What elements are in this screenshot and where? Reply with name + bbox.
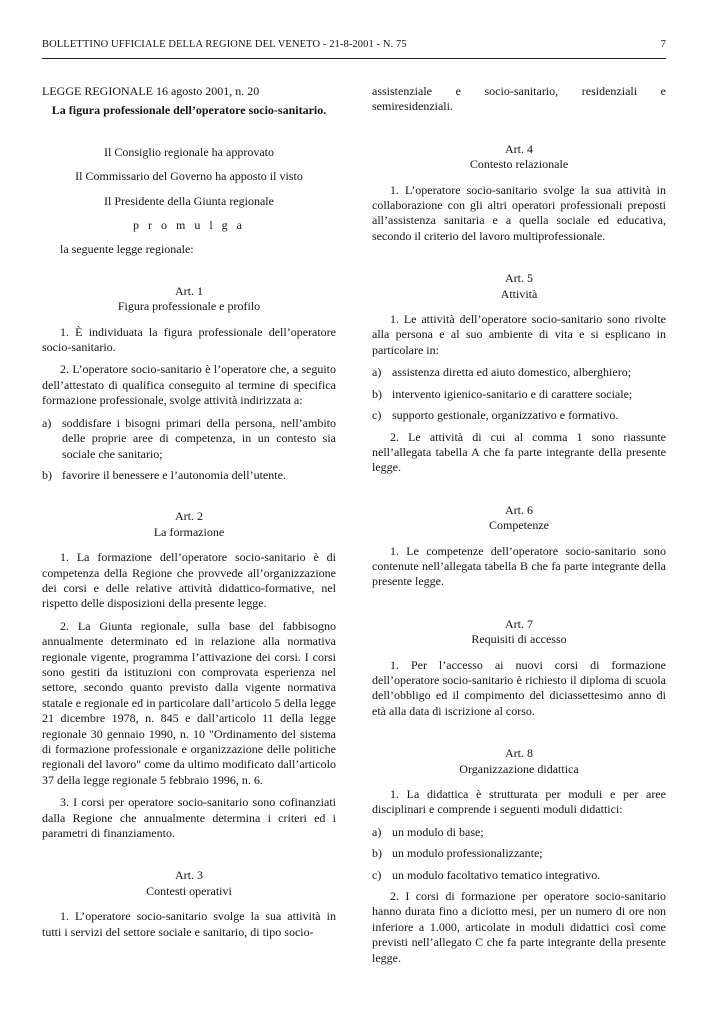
list-marker: a) xyxy=(42,415,52,430)
article-title: Figura professionale e profilo xyxy=(117,299,261,314)
article-title: Contesto relazionale xyxy=(469,157,569,172)
law-subtitle: La figura professionale dell’operatore socio-sanitario. xyxy=(51,103,327,118)
enactment-line-1: Il Consiglio regionale ha approvato xyxy=(104,144,274,159)
page-number: 7 xyxy=(660,39,666,50)
article-8 xyxy=(372,746,666,966)
left-column xyxy=(42,84,336,947)
list-marker: a) xyxy=(372,365,382,380)
list-item xyxy=(42,468,336,483)
list-text: un modulo facoltativo tematico integrativo. xyxy=(392,867,601,882)
enactment-line-2: Il Commissario del Governo ha apposto il visto xyxy=(75,169,303,184)
list-marker: b) xyxy=(372,386,382,401)
article-number: Art. 1 xyxy=(175,283,203,298)
list-text: un modulo di base; xyxy=(392,824,484,839)
article-paragraph: 2. I corsi di formazione per operatore socio-sanitario hanno durata fino a diciotto mesi, per un numero di ore non inferiore a 1.000, articolate in moduli didattici così come previsti nell’allegato C che fa parte integrante della presente legge. xyxy=(372,889,666,965)
enactment-line-3: Il Presidente della Giunta regionale xyxy=(104,193,274,208)
article-paragraph: 1. L’operatore socio-sanitario svolge la sua attività in tutti i servizi del settore sociale e sanitario, di tipo socio- xyxy=(42,909,336,939)
list-item xyxy=(372,365,666,380)
list-item xyxy=(372,408,666,423)
article-5 xyxy=(372,271,666,475)
list-text: un modulo professionalizzante; xyxy=(392,846,543,861)
list-text: assistenza diretta ed aiuto domestico, alberghiero; xyxy=(392,365,632,380)
list-marker: b) xyxy=(372,846,382,861)
article-paragraph: 1. Per l’accesso ai nuovi corsi di formazione dell’operatore socio-sanitario è richiesto il diploma di scuola dell’obbligo ed il compimento del diciassettesimo anno di età alla data di iscrizione al corso. xyxy=(372,657,666,718)
list-marker: c) xyxy=(372,867,382,882)
law-title: LEGGE REGIONALE 16 agosto 2001, n. 20 xyxy=(42,84,260,98)
article-6 xyxy=(372,503,666,590)
article-paragraph: 1. È individuata la figura professionale dell’operatore socio-sanitario. xyxy=(42,324,336,355)
article-number: Art. 5 xyxy=(505,271,533,286)
article-paragraph: 3. I corsi per operatore socio-sanitario sono cofinanziati dalla Regione che annualmente determina i criteri ed i parametri di finanziamento. xyxy=(42,795,336,841)
article-paragraph: 2. La Giunta regionale, sulla base del fabbisogno annualmente determinato ed in relazione alla normativa regionale vigente, programma l’attivazione dei corsi. I corsi sono gestiti da istituzioni con comprovata esperienza nel settore, secondo quanto previsto dalla vigente normativa statale e regionale ed in particolare dall’articolo 5 della legge 21 dicembre 1978, n. 845 e dall’articolo 11 della legge regionale 30 gennaio 1990, n. 10 "Ordinamento del sistema di formazione professionale e organizzazione delle politiche regionali del lavoro" come da ultimo modificato dall’articolo 37 della legge regionale 5 febbraio 1996, n. 6. xyxy=(42,618,336,787)
list-item xyxy=(372,868,666,883)
enactment-promulga: p r o m u l g a xyxy=(133,218,245,233)
article-title: Contesti operativi xyxy=(146,883,232,898)
article-number: Art. 6 xyxy=(505,502,533,517)
header-rule xyxy=(42,58,666,59)
list-marker: c) xyxy=(372,408,382,423)
article-paragraph-continued: assistenziale e socio-sanitario, residenziali e semiresidenziali. xyxy=(372,84,666,114)
article-4 xyxy=(372,142,666,244)
article-number: Art. 8 xyxy=(505,746,533,761)
list-item xyxy=(372,825,666,840)
list-text: intervento igienico-sanitario e di carattere sociale; xyxy=(392,386,633,401)
article-title: Organizzazione didattica xyxy=(459,761,579,776)
article-7 xyxy=(372,617,666,719)
article-paragraph: 1. La formazione dell’operatore socio-sanitario è di competenza della Regione che provvede all’organizzazione dei corsi e delle relative attività didattico-formative, nel rispetto delle disposizioni della presente legge. xyxy=(42,550,336,611)
right-column xyxy=(372,84,666,973)
list-text: supporto gestionale, organizzativo e formativo. xyxy=(392,408,619,423)
list-marker: a) xyxy=(372,824,382,839)
article-paragraph: 1. Le attività dell’operatore socio-sanitario sono rivolte alla persona e al suo ambiente di vita e si esplicano in particolare in: xyxy=(372,312,666,357)
running-title: BOLLETTINO UFFICIALE DELLA REGIONE DEL VENETO - 21-8-2001 - N. 75 xyxy=(42,39,407,50)
article-number: Art. 7 xyxy=(505,616,533,631)
article-number: Art. 4 xyxy=(505,141,533,156)
article-paragraph: 1. L’operatore socio-sanitario svolge la sua attività in collaborazione con gli altri operatori professionali preposti all’assistenza sanitaria e a quella sociale ed educativa, secondo il criterio del lavoro multiprofessionale. xyxy=(372,182,666,243)
law-lead: la seguente legge regionale: xyxy=(60,242,194,257)
article-paragraph: 2. Le attività di cui al comma 1 sono riassunte nell’allegata tabella A che fa parte integrante della presente legge. xyxy=(372,429,666,475)
article-title: Competenze xyxy=(489,518,549,533)
running-header xyxy=(42,39,666,50)
article-1 xyxy=(42,284,336,483)
article-title: Attività xyxy=(500,286,538,301)
article-paragraph: 1. La didattica è strutturata per moduli e per aree disciplinari e comprende i seguenti moduli didattici: xyxy=(372,787,666,817)
list-item xyxy=(42,416,336,462)
article-3 xyxy=(42,868,336,940)
list-marker: b) xyxy=(42,467,52,482)
article-number: Art. 3 xyxy=(175,868,203,883)
article-paragraph: 2. L’operatore socio-sanitario è l’operatore che, a seguito dell’attestato di qualifica conseguito al termine di specifica formazione professionale, svolge attività indirizzata a: xyxy=(42,362,336,408)
article-title: La formazione xyxy=(153,524,225,539)
list-text: favorire il benessere e l’autonomia dell’utente. xyxy=(62,467,286,482)
list-text: soddisfare i bisogni primari della persona, nell’ambito delle proprie aree di competenza, in un contesto sia sociale che sanitario; xyxy=(62,415,336,461)
article-paragraph: 1. Le competenze dell’operatore socio-sanitario sono contenute nell’allegata tabella B che fa parte integrante della presente legge. xyxy=(372,543,666,589)
list-item xyxy=(372,846,666,861)
article-title: Requisiti di accesso xyxy=(471,632,567,647)
article-2 xyxy=(42,509,336,841)
list-item xyxy=(372,387,666,402)
article-number: Art. 2 xyxy=(175,509,203,524)
